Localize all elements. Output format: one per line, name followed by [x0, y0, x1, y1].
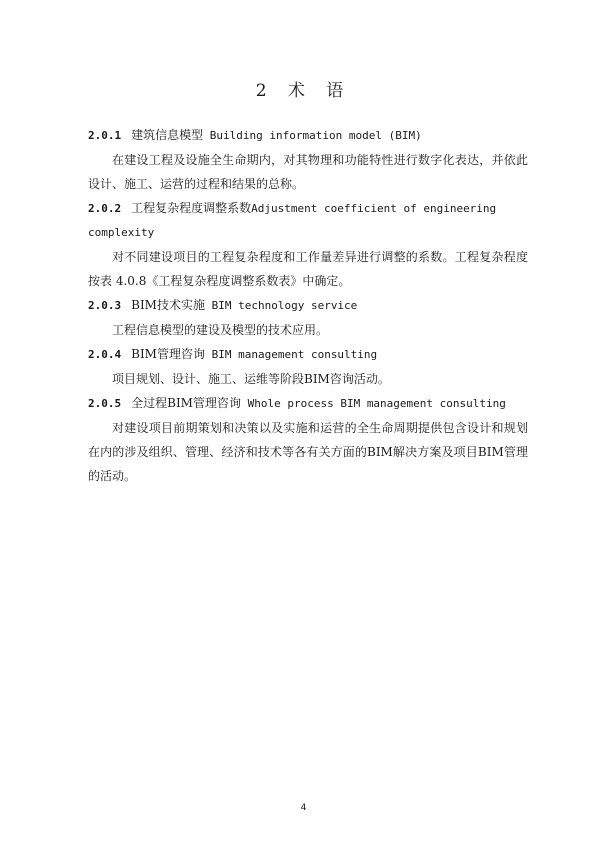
term-definition-2-0-5: 对建设项目前期策划和决策以及实施和运营的全生命周期提供包含设计和规划在内的涉及组织、管理、经济和技术等各有关方面的BIM解决方案及项目BIM管理的活动。 — [88, 421, 528, 483]
term-definition-2-0-1: 在建设工程及设施全生命期内，对其物理和功能特性进行数字化表达，并依此设计、施工、运营的过程和结果的总称。 — [88, 153, 528, 191]
terms-content — [88, 123, 528, 488]
term-number: 2.0.3 — [88, 299, 122, 312]
term-heading-2-0-3 — [88, 293, 528, 318]
term-english-name: Building information model (BIM) — [203, 129, 422, 142]
term-chinese-name: 全过程BIM管理咨询 — [131, 396, 241, 410]
term-chinese-name: 工程复杂程度调整系数 — [131, 201, 252, 215]
term-english-name: BIM technology service — [204, 299, 358, 312]
term-number: 2.0.4 — [88, 348, 122, 361]
term-definition-2-0-2: 对不同建设项目的工程复杂程度和工作量差异进行调整的系数。工程复杂程度按表 4.0.8《工程复杂程度调整系数表》中确定。 — [88, 250, 528, 288]
term-heading-2-0-5 — [88, 391, 528, 416]
term-heading-2-0-2 — [88, 196, 528, 245]
term-english-name: Whole process BIM management consulting — [240, 397, 506, 410]
page-title: 2 术 语 — [255, 81, 352, 101]
term-chinese-name: BIM管理咨询 — [131, 347, 205, 361]
term-number: 2.0.5 — [88, 397, 122, 410]
term-heading-2-0-1 — [88, 123, 528, 148]
term-definition-2-0-4: 项目规划、设计、施工、运维等阶段BIM咨询活动。 — [112, 372, 390, 386]
term-definition-2-0-3: 工程信息模型的建设及模型的技术应用。 — [112, 323, 329, 337]
term-number: 2.0.2 — [88, 202, 122, 215]
term-chinese-name: 建筑信息模型 — [131, 128, 204, 142]
term-chinese-name: BIM技术实施 — [131, 298, 205, 312]
term-number: 2.0.1 — [88, 129, 122, 142]
term-english-name: Adjustment coefficient of engineering complexity — [88, 202, 497, 239]
term-heading-2-0-4 — [88, 342, 528, 367]
page-number: 4 — [300, 803, 307, 813]
term-english-name: BIM management consulting — [204, 348, 378, 361]
